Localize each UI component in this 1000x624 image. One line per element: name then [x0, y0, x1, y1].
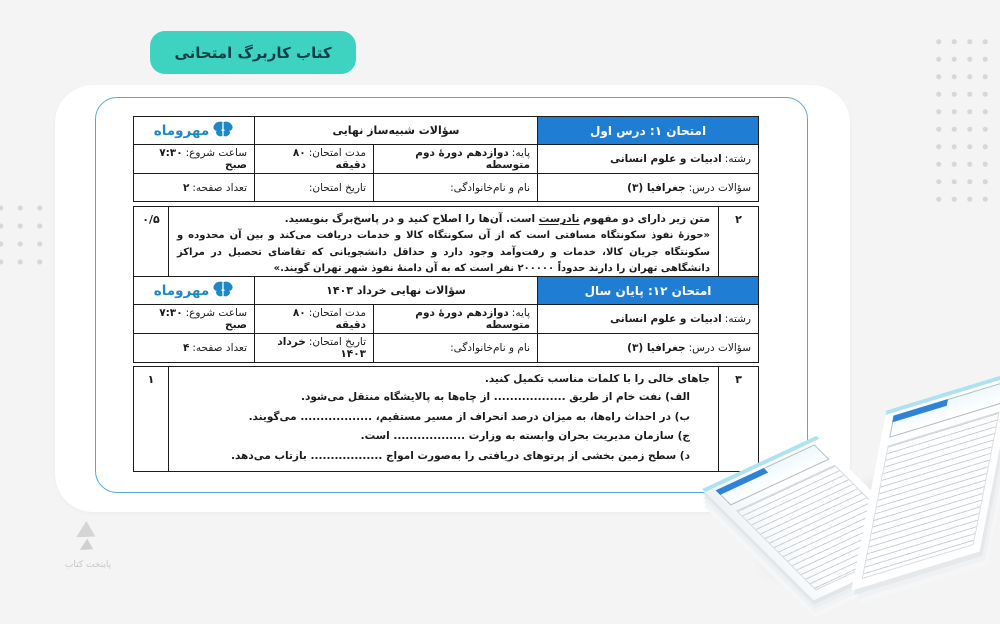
question-item: ب) در احداث راه‌ها، به میزان درصد انحراف از مسیر مستقیم، .................. می‌گویند.: [248, 410, 690, 423]
question-item: الف) نفت خام از طریق .................. از چاه‌ها به پالایشگاه منتقل می‌شود.: [300, 391, 690, 403]
question-score: ۰/۵: [134, 207, 169, 284]
paytakht-ketab-logo-icon: [45, 524, 131, 560]
mehromah-butterfly-icon: [212, 119, 234, 142]
name-cell: نام و نام‌خانوادگی:: [374, 334, 538, 363]
publisher-logo-cell: [134, 277, 255, 305]
start-time-cell: ساعت شروع:۷:۳۰ صبح: [134, 305, 255, 334]
question-number: ۳: [719, 367, 759, 472]
watermark-label: پایتخت کتاب: [64, 560, 112, 570]
page-title: کتاب کاربرگ امتحانی: [174, 43, 332, 62]
book-right-page: [851, 371, 1000, 590]
exam1-header-table: [133, 116, 759, 202]
table-row: [134, 145, 759, 174]
exam1-title: امتحان ۱: درس اول: [538, 117, 759, 145]
question-number: ۲: [719, 207, 759, 284]
table-row: [134, 174, 759, 202]
table-row: [134, 207, 759, 284]
book-mini-text-lines: [862, 412, 999, 580]
course-cell: سؤالات درس:جغرافیا (۳): [538, 174, 759, 202]
date-cell: تاریخ امتحان:خرداد ۱۴۰۳: [255, 334, 374, 363]
dot-grid-top-right: [931, 33, 997, 209]
field-cell: رشته:ادبیات و علوم انسانی: [538, 145, 759, 174]
exam2-title: امتحان ۱۲: پایان سال: [538, 277, 759, 305]
open-book-mockup: [738, 386, 1000, 600]
name-cell: نام و نام‌خانوادگی:: [374, 174, 538, 202]
question-score: ۱: [134, 367, 169, 472]
worksheet-card: [55, 85, 850, 512]
duration-cell: مدت امتحان:۸۰ دقیقه: [255, 305, 374, 334]
question-prompt: جاهای خالی را با کلمات مناسب تکمیل کنید.: [484, 373, 710, 385]
exam2-header-table: [133, 276, 759, 363]
question-text: «حوزهٔ نفوذ سکونتگاه مسافتی است که از آن سکونتگاه کالا و خدمات دریافت می‌کند و بین آن محدوده و سکونتگاه جریان کالا، خدمات و رفت‌وآمد وجود دارد و حداقل دانشجویانی که تقاضای تحصیل در مراکز دانشگاهی تهران را دارند حدوداً ۲۰۰۰۰۰ نفر است که به آن دامنهٔ نفوذ شهر تهران گویند.»: [177, 230, 710, 274]
grade-cell: پایه:دوازدهم دورهٔ دوم متوسطه: [374, 145, 538, 174]
exam2-subtitle: سؤالات نهایی خرداد ۱۴۰۳: [255, 277, 538, 305]
table-row: [134, 117, 759, 145]
publisher-name: مهروماه: [153, 122, 210, 139]
exam1-question-table: [133, 206, 759, 284]
publisher-name: مهروماه: [153, 282, 210, 299]
question-item: د) سطح زمین بخشی از پرتوهای دریافتی را به‌صورت امواج .................. بازتاب می‌دهد.: [230, 449, 690, 462]
exam2-question-table: [133, 366, 759, 472]
exam1-subtitle: سؤالات شبیه‌ساز نهایی: [255, 117, 538, 145]
paytakht-ketab-watermark: [45, 524, 131, 570]
course-cell: سؤالات درس:جغرافیا (۳): [538, 334, 759, 363]
question-body: [169, 367, 719, 472]
question-item: ج) سازمان مدیریت بحران وابسته به وزارت .................. است.: [360, 430, 690, 442]
grade-cell: پایه:دوازدهم دورهٔ دوم متوسطه: [374, 305, 538, 334]
date-cell: تاریخ امتحان:: [255, 174, 374, 202]
page-title-badge: [150, 31, 356, 74]
table-row: [134, 277, 759, 305]
publisher-logo-cell: [134, 117, 255, 145]
question-prompt: متن زیر دارای دو مفهوم نادرست است. آن‌ها را اصلاح کنید و در پاسخ‌برگ بنویسید.: [284, 213, 710, 225]
duration-cell: مدت امتحان:۸۰ دقیقه: [255, 145, 374, 174]
question-body: [169, 207, 719, 284]
table-row: [134, 334, 759, 363]
mehromah-butterfly-icon: [212, 279, 234, 302]
pages-cell: تعداد صفحه:۲: [134, 174, 255, 202]
dot-grid-left: [0, 199, 51, 275]
start-time-cell: ساعت شروع:۷:۳۰ صبح: [134, 145, 255, 174]
pages-cell: تعداد صفحه:۴: [134, 334, 255, 363]
field-cell: رشته:ادبیات و علوم انسانی: [538, 305, 759, 334]
table-row: [134, 367, 759, 472]
table-row: [134, 305, 759, 334]
